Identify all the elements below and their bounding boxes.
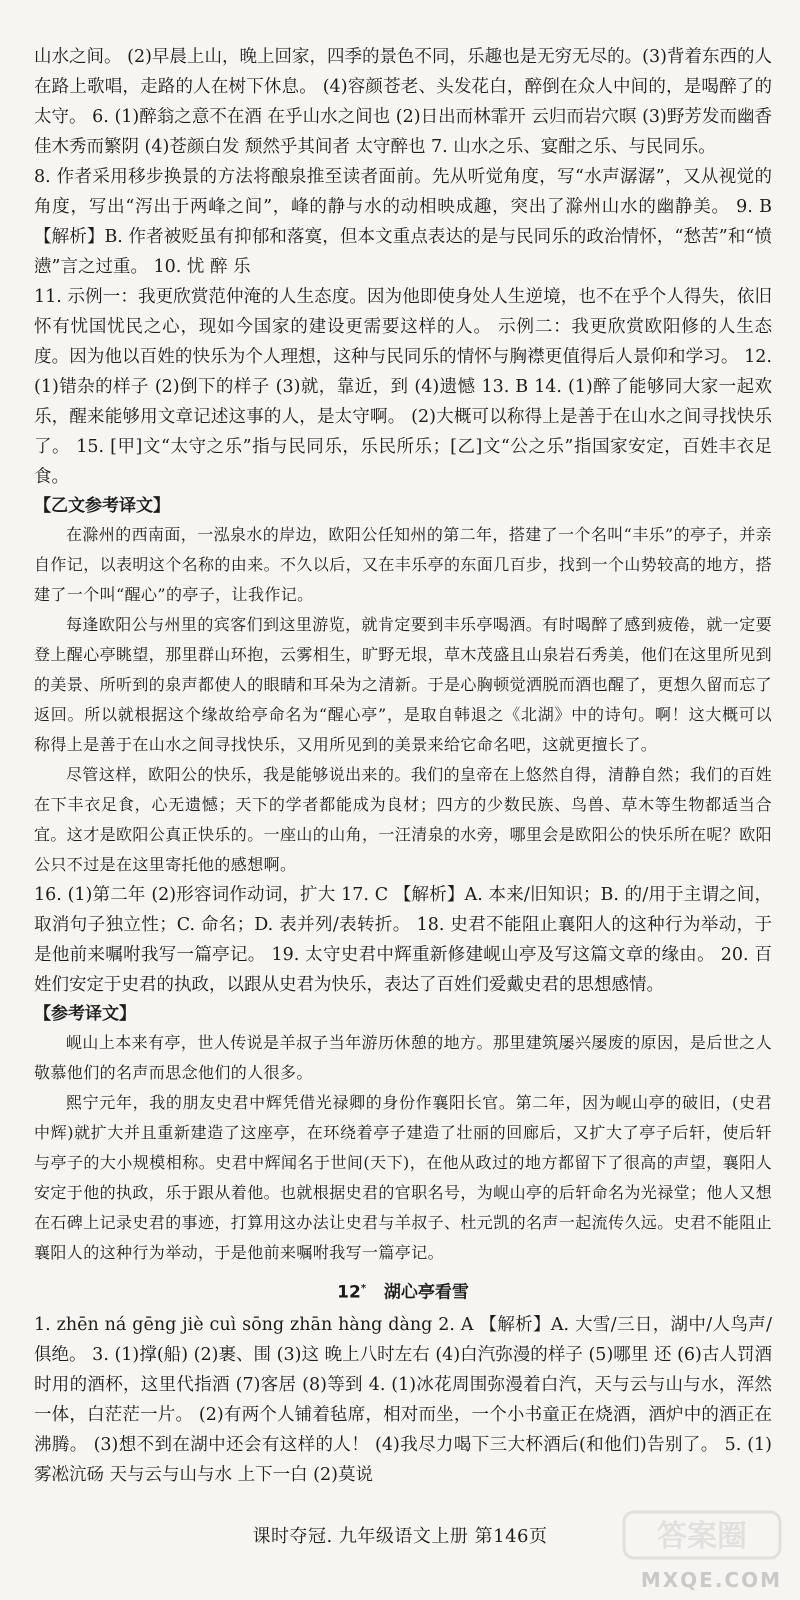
translation-reference (34, 1028, 772, 1268)
answers-top (34, 42, 772, 492)
answer-paragraph: 11. 示例一：我更欣赏范仲淹的人生态度。因为他即使身处人生逆境，也不在乎个人得失，依旧怀有忧国忧民之心，现如今国家的建设更需要这样的人。 示例二：我更欣赏欧阳修的人生态度。因为他以百姓的快乐为个人理想，这种与民同乐的情怀与胸襟更值得后人景仰和学习。 12. (1)错杂的样子 (2)倒下的样子 (3)就，靠近，到 (4)遗憾 13. B 14. (1)醉了能够同大家一起欢乐，醒来能够用文章记述这事的人，是太守啊。 (2)大概可以称得上是善于在山水之间寻找快乐了。 15. [甲]文“太守之乐”指与民同乐，乐民所乐；[乙]文“公之乐”指国家安定，百姓丰衣足食。 (34, 287, 772, 487)
lesson-mark: * (360, 1283, 367, 1294)
section-heading-reference: 【参考译文】 (34, 1004, 136, 1024)
watermark-site: MXQE.COM (640, 1568, 782, 1592)
lesson-number: 12 (337, 1282, 361, 1303)
watermark-logo-text: 答案圈 (657, 1519, 747, 1554)
answer-paragraph: 1. zhēn ná gēng jiè cuì sōng zhān hàng dàng 2. A 【解析】A. 大雪/三日，湖中/人鸟声/俱绝。 3. (1)撑(船) (2)裹、围 (3)这 晚上八时左右 (4)白汽弥漫的样子 (5)哪里 还 (6)古人罚酒时用的酒杯，这里代指酒 (7)客居 (8)等到 4. (1)冰花周围弥漫着白汽，天与云与山与水，浑然一体，白茫茫一片。 (2)有两个人铺着毡席，相对而坐，一个小书童正在烧酒，酒炉中的酒正在沸腾。 (3)想不到在湖中还会有这样的人！ (4)我尽力喝下三大杯酒后(和他们)告别了。 5. (1)雾凇沆砀 天与云与山与水 上下一白 (2)莫说 (34, 1314, 772, 1485)
lesson-name: 湖心亭看雪 (383, 1282, 469, 1303)
translation-paragraph: 尽管这样，欧阳公的快乐，我是能够说出来的。我们的皇帝在上悠然自得，清静自然；我们的百姓在下丰衣足食，心无遗憾；天下的学者都能成为良材；四方的少数民族、鸟兽、草木等生物都适当合宜。这才是欧阳公真正快乐的。一座山的山角，一汪清泉的水旁，哪里会是欧阳公的快乐所在呢？欧阳公只不过是在这里寄托他的感想啊。 (34, 765, 773, 874)
section-heading-yi: 【乙文参考译文】 (34, 496, 170, 516)
answer-paragraph: 山水之间。 (2)早晨上山，晚上回家，四季的景色不同，乐趣也是无穷无尽的。(3)背着东西的人在路上歌唱，走路的人在树下休息。 (4)容颜苍老、头发花白，醉倒在众人中间的，是喝醉了的太守。 6. (1)醉翁之意不在酒 在乎山水之间也 (2)日出而林霏开 云归而岩穴暝 (3)野芳发而幽香 佳木秀而繁阴 (4)苍颜白发 颓然乎其间者 太守醉也 7. 山水之乐、宴酣之乐、与民同乐。 (34, 47, 772, 157)
translation-paragraph: 每逢欧阳公与州里的宾客们到这里游览，就肯定要到丰乐亭喝酒。有时喝醉了感到疲倦，就一定要登上醒心亭眺望，那里群山环抱，云雾相生，旷野无垠，草木茂盛且山泉岩石秀美，他们在这里所见到的美景、所听到的泉声都使人的眼睛和耳朵为之清新。于是心胸顿觉洒脱而酒也醒了，更想久留而忘了返回。所以就根据这个缘故给亭命名为“醒心亭”，是取自韩退之《北湖》中的诗句。啊！这大概可以称得上是善于在山水之间寻找快乐，又用所见到的美景来给它命名吧，这就更擅长了。 (34, 615, 773, 754)
translation-paragraph: 在滁州的西南面，一泓泉水的岸边，欧阳公任知州的第二年，搭建了一个名叫“丰乐”的亭子，并亲自作记，以表明这个名称的由来。不久以后，又在丰乐亭的东面几百步，找到一个山势较高的地方，搭建了一个叫“醒心”的亭子，让我作记。 (34, 525, 773, 604)
translation-paragraph: 熙宁元年，我的朋友史君中辉凭借光禄卿的身份作襄阳长官。第二年，因为岘山亭的破旧，(史君中辉)就扩大并且重新建造了这座亭，在环绕着亭子建造了壮丽的回廊后，又扩大了亭子后轩，使后轩与亭子的大小规模相称。史君中辉闻名于世间(天下)，在他从政过的地方都留下了很高的声望，襄阳人安定于他的执政，乐于跟从着他。也就根据史君的官职名号，为岘山亭的后轩命名为光禄堂；他人又想在石碑上记录史君的事迹，打算用这办法让史君与羊叔子、杜元凯的名声一起流传久远。史君不能阻止襄阳人的这种行为举动，于是他前来嘱咐我写一篇亭记。 (34, 1093, 773, 1262)
answer-page (34, 42, 772, 1490)
lesson-title (34, 1272, 772, 1310)
translation-paragraph: 岘山上本来有亭，世人传说是羊叔子当年游历休憩的地方。那里建筑屡兴屡废的原因，是后世之人敬慕他们的名声而思念他们的人很多。 (34, 1033, 772, 1082)
translation-yi (34, 520, 772, 880)
answer-paragraph: 16. (1)第二年 (2)形容词作动词，扩大 17. C 【解析】A. 本来/旧知识；B. 的/用于主谓之间，取消句子独立性；C. 命名；D. 表并列/表转折。 18. 史君不能阻止襄阳人的这种行为举动，于是他前来嘱咐我写一篇亭记。 19. 太守史君中辉重新修建岘山亭及写这篇文章的缘由。 20. 百姓们安定于史君的执政，以跟从史君为快乐，表达了百姓们爱戴史君的思想感情。 (34, 885, 772, 995)
answers-mid (34, 880, 772, 1000)
answers-bottom (34, 1310, 772, 1490)
answer-paragraph: 8. 作者采用移步换景的方法将酿泉推至读者面前。先从听觉角度，写“水声潺潺”，又从视觉的角度，写出“泻出于两峰之间”，峰的静与水的动相映成趣，突出了滁州山水的幽静美。 9. B 【解析】B. 作者被贬虽有抑郁和落寞，但本文重点表达的是与民同乐的政治情怀，“愁苦”和“愤懑”言之过重。 10. 忧 醉 乐 (34, 167, 772, 277)
page-footer: 课时夺冠. 九年级语文上册 第146页 (252, 1526, 548, 1547)
